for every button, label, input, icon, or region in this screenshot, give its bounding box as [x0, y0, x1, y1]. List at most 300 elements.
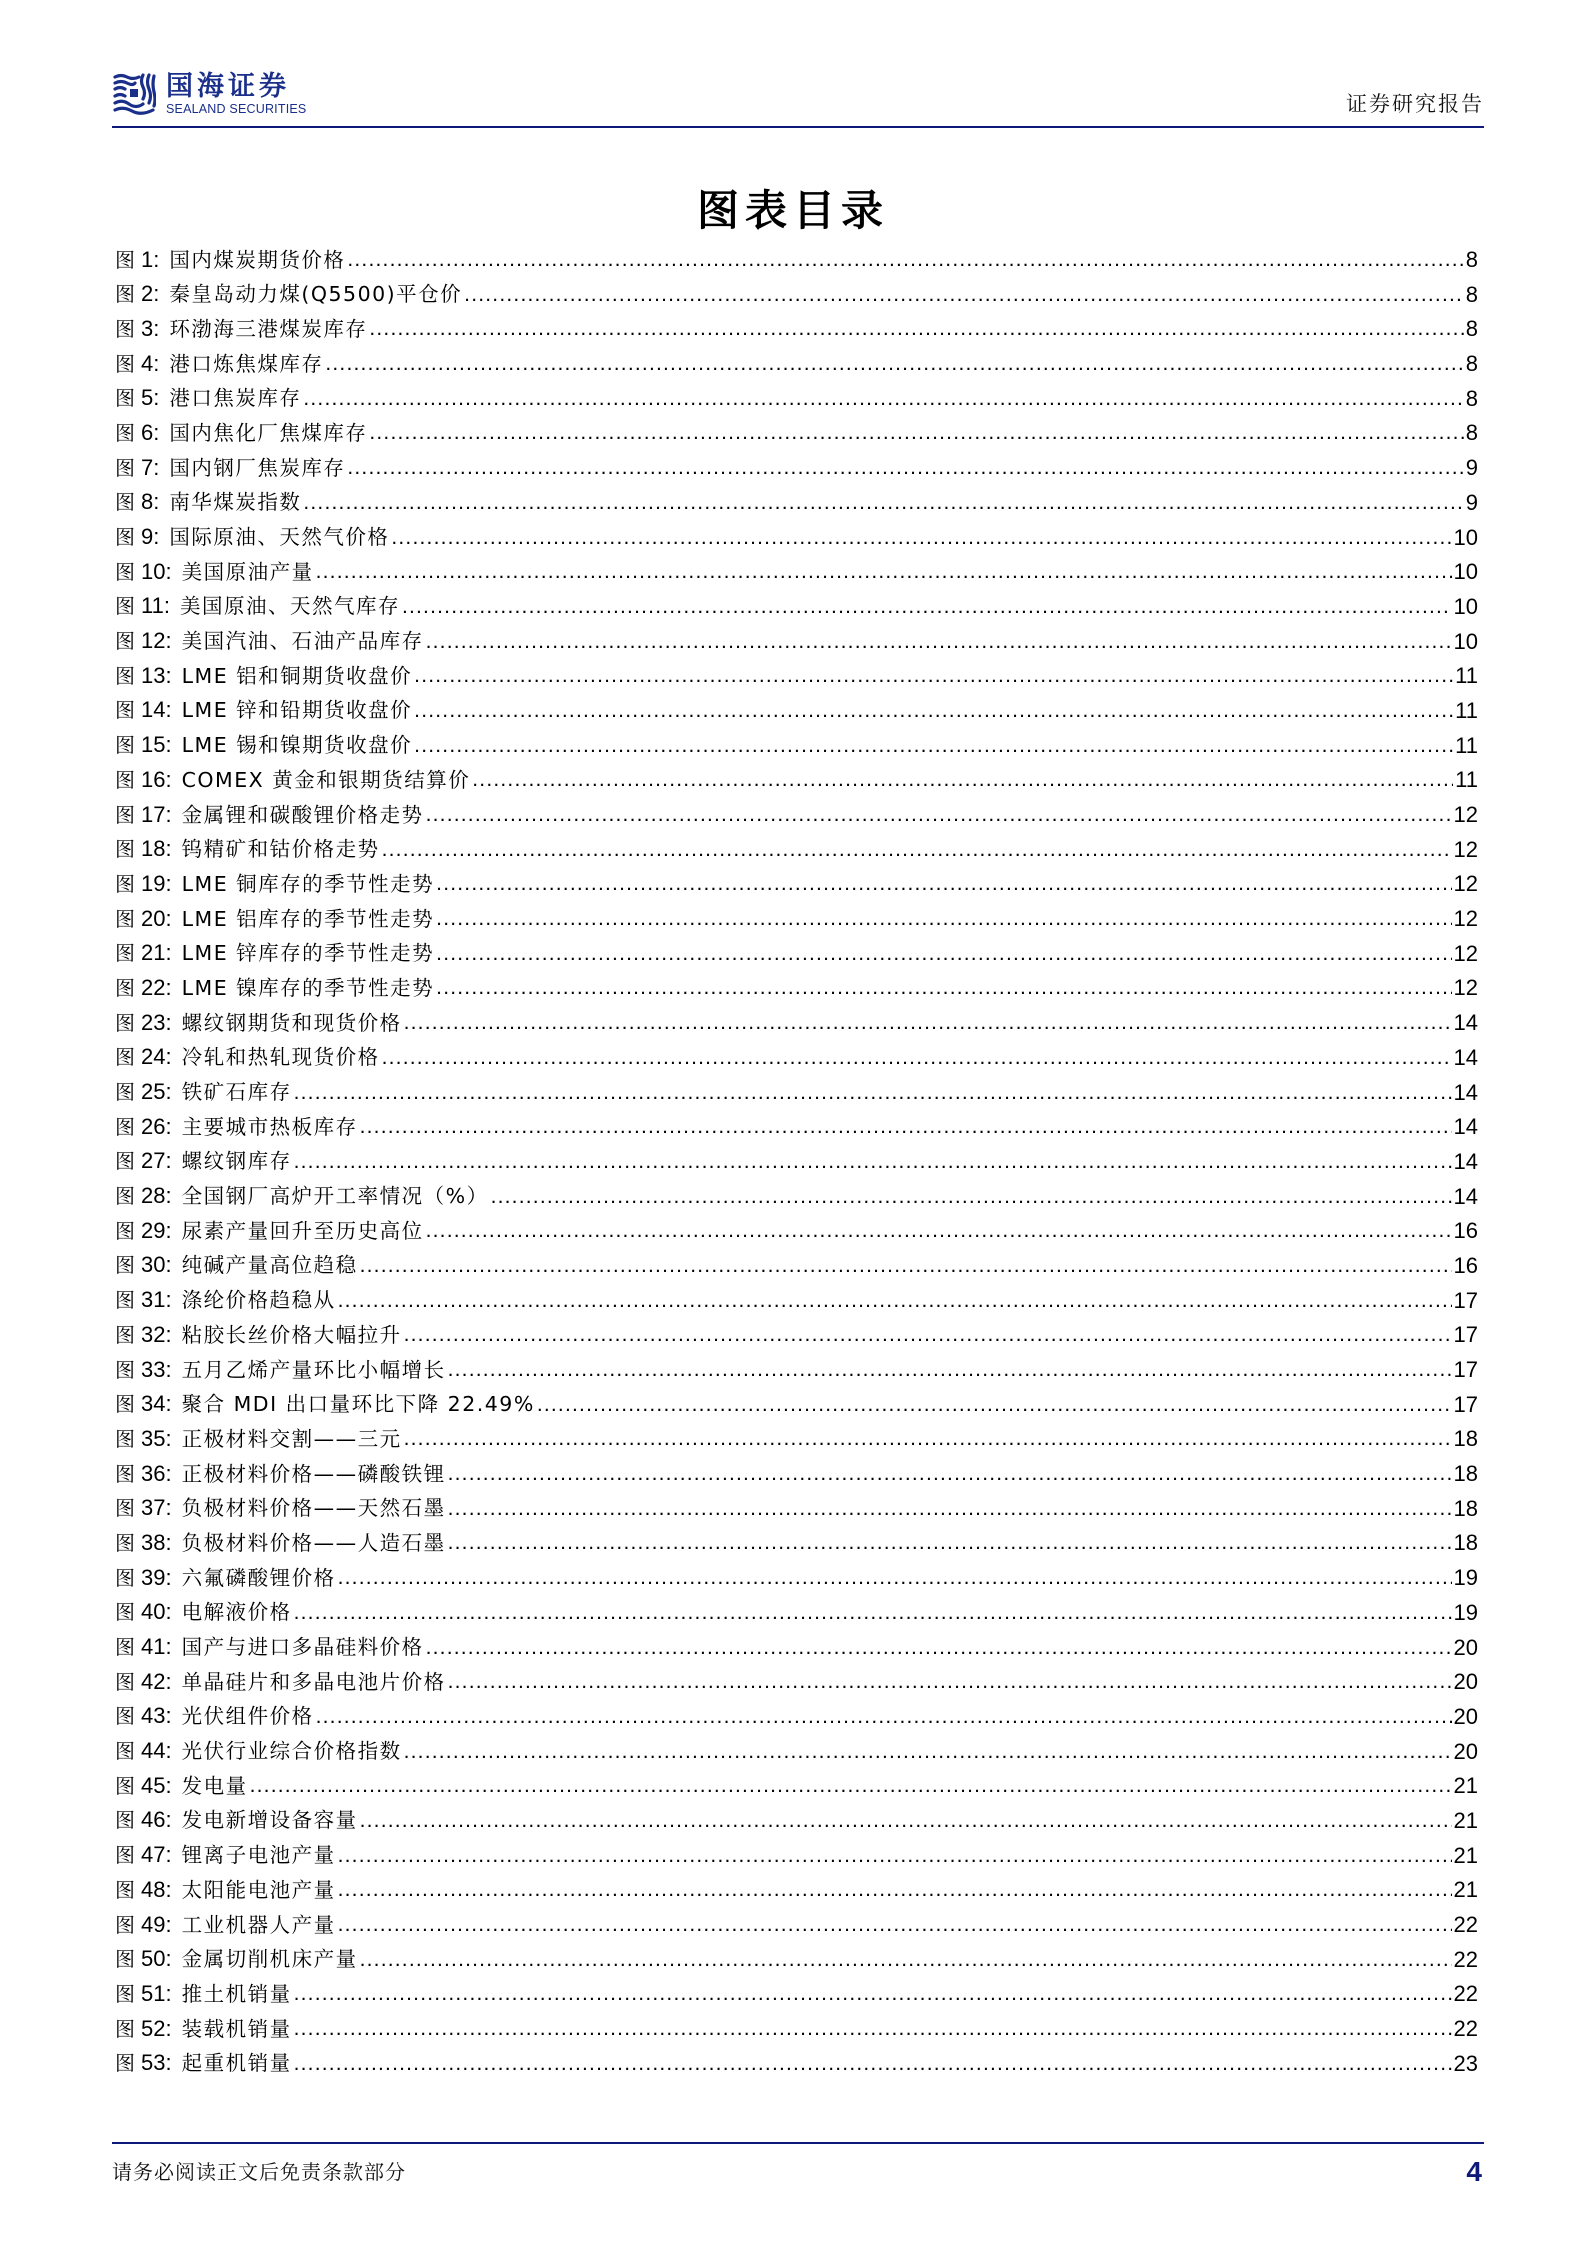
figure-prefix: 图: [115, 802, 135, 827]
disclaimer-note: 请务必阅读正文后免责条款部分: [112, 2160, 406, 2184]
dot-leader: [294, 1977, 1452, 2012]
figure-number: 24:: [141, 1044, 172, 1070]
toc-entry-label[interactable]: [115, 1665, 446, 1700]
page-title: 图表目录: [696, 186, 889, 235]
toc-entry[interactable]: [115, 2047, 1478, 2082]
toc-entry-label[interactable]: [115, 1076, 292, 1111]
toc-entry-label[interactable]: [115, 590, 400, 625]
figure-prefix: 图: [115, 837, 135, 862]
dot-leader: [448, 1457, 1452, 1492]
figure-number: 20:: [141, 905, 172, 931]
figure-prefix: 图: [115, 1461, 135, 1486]
figure-number: 31:: [141, 1287, 172, 1313]
figure-title: 五月乙烯产量环比小幅增长: [181, 1357, 446, 1382]
figure-number: 6:: [141, 419, 160, 445]
dot-leader: [426, 1214, 1452, 1249]
dot-leader: [537, 1388, 1452, 1423]
page-reference[interactable]: 11: [1455, 697, 1478, 723]
toc-entry[interactable]: [115, 1700, 1478, 1735]
page-reference[interactable]: 21: [1453, 1773, 1478, 1799]
figure-number: 47:: [141, 1842, 172, 1868]
page-reference[interactable]: 19: [1453, 1565, 1478, 1591]
toc-entry[interactable]: [115, 382, 1478, 417]
dot-leader: [347, 243, 1463, 278]
dot-leader: [360, 1249, 1452, 1284]
toc-entry-label[interactable]: [115, 382, 301, 417]
toc-entry[interactable]: [115, 1041, 1478, 1076]
toc-entry-label[interactable]: [115, 1943, 358, 1978]
figure-title: 铁矿石库存: [181, 1080, 292, 1104]
toc-entry-label[interactable]: [115, 2047, 292, 2082]
dot-leader: [294, 1596, 1452, 1631]
page-reference[interactable]: 22: [1453, 1912, 1478, 1937]
toc-entry[interactable]: [115, 1214, 1478, 1249]
figure-title: 工业机器人产量: [181, 1912, 336, 1937]
toc-entry-label[interactable]: [115, 1977, 292, 2012]
toc-entry-label[interactable]: [115, 1110, 358, 1145]
figure-number: 34:: [141, 1391, 172, 1417]
toc-entry[interactable]: [115, 937, 1478, 972]
page-reference[interactable]: 17: [1453, 1391, 1478, 1417]
figure-title: 负极材料价格——人造石墨: [181, 1530, 446, 1555]
toc-entry-label[interactable]: [115, 1596, 292, 1631]
figure-prefix: 图: [115, 1426, 135, 1451]
figure-title: 美国原油产量: [181, 559, 314, 584]
figure-prefix: 图: [115, 1981, 135, 2006]
figure-prefix: 图: [115, 906, 135, 931]
toc-entry-label[interactable]: [115, 1284, 336, 1319]
figure-title: 冷轧和热轧现货价格: [181, 1045, 380, 1070]
logo-chinese-name: 国海证券: [166, 71, 290, 102]
page-reference[interactable]: 17: [1453, 1357, 1478, 1382]
toc-entry-label[interactable]: [115, 659, 412, 694]
page-number: 4: [1466, 2156, 1482, 2187]
toc-entry-label[interactable]: [115, 555, 314, 590]
page-reference[interactable]: 22: [1453, 1946, 1478, 1972]
dot-leader: [448, 1526, 1452, 1561]
dot-leader: [414, 659, 1453, 694]
figure-number: 48:: [141, 1876, 172, 1902]
toc-entry[interactable]: [115, 1665, 1478, 1700]
page-reference[interactable]: 23: [1453, 2050, 1478, 2076]
figure-title: LME 锌和铅期货收盘价: [181, 698, 413, 723]
page-reference[interactable]: 11: [1455, 732, 1478, 758]
toc-entry[interactable]: [115, 1769, 1478, 1804]
figure-prefix: 图: [115, 1808, 135, 1833]
toc-entry-label[interactable]: [115, 1561, 336, 1596]
toc-entry-label[interactable]: [115, 798, 424, 833]
figure-title: 环渤海三港煤炭库存: [169, 316, 368, 341]
figure-prefix: 图: [115, 941, 135, 966]
figure-prefix: 图: [115, 1635, 135, 1659]
toc-entry[interactable]: [115, 1526, 1478, 1561]
page-reference[interactable]: 14: [1453, 1044, 1478, 1070]
figure-title: LME 锡和镍期货收盘价: [181, 733, 413, 758]
toc-entry[interactable]: [115, 1596, 1478, 1631]
figure-prefix: 图: [115, 1357, 135, 1382]
figure-number: 13:: [141, 662, 172, 688]
page-reference[interactable]: 11: [1455, 767, 1478, 793]
page-reference[interactable]: 8: [1465, 385, 1478, 411]
figure-title: 金属锂和碳酸锂价格走势: [181, 802, 424, 827]
toc-entry-label[interactable]: [115, 729, 412, 764]
figure-number: 11:: [141, 593, 170, 619]
figure-prefix: 图: [115, 698, 135, 723]
logo-english-name: SEALAND SECURITIES: [166, 102, 307, 116]
page-reference[interactable]: 20: [1453, 1703, 1478, 1729]
figure-title: 聚合 MDI 出口量环比下降 22.49%: [181, 1392, 535, 1417]
toc-entry[interactable]: [115, 521, 1478, 556]
figure-prefix: 图: [115, 247, 135, 272]
toc-entry[interactable]: [115, 625, 1478, 660]
toc-entry-label[interactable]: [115, 1735, 402, 1770]
figure-title: 国际原油、天然气价格: [169, 525, 390, 549]
figure-title: 纯碱产量高位趋稳: [181, 1253, 358, 1278]
page-reference[interactable]: 19: [1453, 1599, 1478, 1625]
figure-prefix: 图: [115, 1045, 135, 1070]
toc-entry[interactable]: [115, 659, 1478, 694]
toc-entry[interactable]: [115, 1839, 1478, 1874]
toc-entry[interactable]: [115, 1631, 1478, 1666]
figure-prefix: 图: [115, 282, 135, 307]
dot-leader: [382, 1041, 1452, 1076]
figure-number: 4:: [141, 350, 160, 376]
toc-entry[interactable]: [115, 555, 1478, 590]
figure-prefix: 图: [115, 455, 135, 480]
toc-entry-label[interactable]: [115, 312, 367, 347]
page-reference[interactable]: 9: [1465, 489, 1478, 515]
figure-number: 8:: [141, 489, 160, 515]
toc-entry[interactable]: [115, 1249, 1478, 1284]
figure-number: 52:: [141, 2015, 172, 2041]
figure-title: 螺纹钢库存: [181, 1149, 292, 1174]
figure-title: 正极材料交割——三元: [181, 1426, 402, 1451]
page-reference[interactable]: 8: [1465, 247, 1478, 272]
toc-entry-label[interactable]: [115, 1214, 424, 1249]
dot-leader: [426, 798, 1452, 833]
toc-entry[interactable]: [115, 312, 1478, 347]
toc-entry[interactable]: [115, 1977, 1478, 2012]
page-reference[interactable]: 14: [1453, 1148, 1478, 1174]
toc-entry[interactable]: [115, 1561, 1478, 1596]
page-reference[interactable]: 20: [1453, 1738, 1478, 1764]
figure-number: 5:: [141, 385, 160, 411]
toc-entry[interactable]: [115, 1284, 1478, 1319]
dot-leader: [250, 1769, 1452, 1804]
figure-title: 尿素产量回升至历史高位: [181, 1218, 424, 1243]
dot-leader: [448, 1665, 1452, 1700]
figure-number: 16:: [141, 766, 172, 792]
toc-entry-label[interactable]: [115, 1249, 358, 1284]
footer-divider: [112, 2142, 1484, 2144]
dot-leader: [404, 1318, 1452, 1353]
page-reference[interactable]: 14: [1453, 1183, 1478, 1209]
page-reference[interactable]: 18: [1453, 1495, 1478, 1521]
figure-number: 25:: [141, 1079, 172, 1104]
dot-leader: [347, 451, 1463, 486]
toc-entry[interactable]: [115, 1492, 1478, 1527]
figure-prefix: 图: [115, 1392, 135, 1417]
page-reference[interactable]: 14: [1453, 1079, 1478, 1105]
dot-leader: [338, 1908, 1452, 1943]
toc-entry-label[interactable]: [115, 416, 367, 451]
toc-entry-label[interactable]: [115, 486, 301, 521]
page-reference[interactable]: 10: [1453, 559, 1478, 585]
toc-entry[interactable]: [115, 1735, 1478, 1770]
page-reference[interactable]: 11: [1455, 663, 1478, 689]
figure-number: 39:: [141, 1564, 172, 1590]
toc-entry[interactable]: [115, 971, 1478, 1006]
toc-entry[interactable]: [115, 798, 1478, 833]
page-reference[interactable]: 21: [1453, 1842, 1478, 1868]
figure-title: 正极材料价格——磷酸铁锂: [181, 1461, 446, 1486]
toc-entry-label[interactable]: [115, 1804, 358, 1839]
toc-entry[interactable]: [115, 1873, 1478, 1908]
figure-title: 螺纹钢期货和现货价格: [181, 1010, 402, 1035]
toc-entry-label[interactable]: [115, 1839, 336, 1874]
dot-leader: [436, 971, 1451, 1006]
dot-leader: [426, 625, 1452, 660]
toc-entry-label[interactable]: [115, 521, 389, 556]
toc-entry-label[interactable]: [115, 1873, 336, 1908]
toc-entry-label[interactable]: [115, 1388, 535, 1423]
figure-number: 43:: [141, 1703, 172, 1729]
dot-leader: [303, 382, 1463, 417]
page-reference[interactable]: 17: [1453, 1322, 1478, 1348]
toc-entry-label[interactable]: [115, 937, 434, 972]
page-reference[interactable]: 8: [1465, 281, 1478, 307]
dot-leader: [303, 486, 1463, 521]
toc-entry[interactable]: [115, 1006, 1478, 1041]
figure-prefix: 图: [115, 1704, 135, 1729]
figure-number: 17:: [141, 801, 172, 827]
page-reference[interactable]: 10: [1453, 593, 1478, 619]
toc-entry[interactable]: [115, 729, 1478, 764]
toc-entry[interactable]: [115, 278, 1478, 313]
page-reference[interactable]: 8: [1465, 420, 1478, 446]
figure-prefix: 图: [115, 975, 135, 1000]
page-reference[interactable]: 12: [1453, 975, 1478, 1001]
toc-entry-label[interactable]: [115, 867, 434, 902]
page-reference[interactable]: 8: [1465, 351, 1478, 377]
figure-prefix: 图: [115, 1253, 135, 1278]
page-reference[interactable]: 8: [1465, 316, 1478, 342]
toc-entry-label[interactable]: [115, 1180, 489, 1215]
page-reference[interactable]: 18: [1453, 1426, 1478, 1452]
toc-entry[interactable]: [115, 1422, 1478, 1457]
figure-prefix: 图: [115, 559, 135, 584]
figure-number: 37:: [141, 1495, 172, 1521]
figure-number: 28:: [141, 1183, 172, 1209]
figure-number: 19:: [141, 870, 172, 896]
page-reference[interactable]: 21: [1453, 1807, 1478, 1833]
toc-entry[interactable]: [115, 1180, 1478, 1215]
page-reference[interactable]: 21: [1453, 1877, 1478, 1903]
figure-number: 53:: [141, 2050, 172, 2076]
page-reference[interactable]: 12: [1453, 836, 1478, 862]
dot-leader: [491, 1180, 1452, 1215]
toc-entry-label[interactable]: [115, 763, 470, 798]
toc-entry-label[interactable]: [115, 1318, 402, 1353]
toc-entry[interactable]: [115, 1388, 1478, 1423]
toc-entry[interactable]: [115, 1145, 1478, 1180]
figure-number: 40:: [141, 1599, 172, 1625]
figure-title: 电解液价格: [181, 1600, 292, 1625]
toc-entry-label[interactable]: [115, 1457, 446, 1492]
page-reference[interactable]: 12: [1453, 802, 1478, 827]
page-reference[interactable]: 14: [1453, 1010, 1478, 1036]
toc-entry-label[interactable]: [115, 451, 345, 486]
figure-title: 太阳能电池产量: [181, 1877, 336, 1902]
figure-number: 22:: [141, 974, 172, 1000]
page-reference[interactable]: 22: [1453, 1981, 1478, 2007]
toc-entry-label[interactable]: [115, 1631, 424, 1666]
toc-entry[interactable]: [115, 486, 1478, 521]
toc-entry-label[interactable]: [115, 1041, 380, 1076]
dot-leader: [338, 1873, 1452, 1908]
toc-entry-label[interactable]: [115, 694, 412, 729]
dot-leader: [382, 833, 1452, 868]
figure-prefix: 图: [115, 1010, 135, 1035]
page-reference[interactable]: 18: [1453, 1530, 1478, 1556]
page-reference[interactable]: 12: [1453, 871, 1478, 897]
figure-number: 23:: [141, 1009, 172, 1035]
toc-entry[interactable]: [115, 1076, 1478, 1111]
figure-prefix: 图: [115, 1600, 135, 1625]
toc-entry[interactable]: [115, 902, 1478, 937]
dot-leader: [294, 2047, 1452, 2082]
toc-entry-label[interactable]: [115, 1492, 446, 1527]
toc-entry[interactable]: [115, 1908, 1478, 1943]
page-reference[interactable]: 10: [1453, 524, 1478, 550]
dot-leader: [448, 1492, 1452, 1527]
toc-entry[interactable]: [115, 867, 1478, 902]
toc-entry[interactable]: [115, 243, 1478, 278]
toc-entry[interactable]: [115, 1457, 1478, 1492]
toc-entry-label[interactable]: [115, 902, 434, 937]
figure-number: 2:: [141, 281, 160, 307]
toc-entry[interactable]: [115, 833, 1478, 868]
page-reference[interactable]: 14: [1453, 1114, 1478, 1140]
toc-entry[interactable]: [115, 1353, 1478, 1388]
company-logo: [112, 72, 306, 116]
figure-prefix: 图: [115, 1288, 135, 1313]
toc-entry[interactable]: [115, 590, 1478, 625]
figure-prefix: 图: [115, 420, 135, 445]
figure-title: 推土机销量: [181, 1981, 292, 2006]
toc-entry[interactable]: [115, 416, 1478, 451]
toc-entry-label[interactable]: [115, 1908, 336, 1943]
toc-entry[interactable]: [115, 1318, 1478, 1353]
toc-entry[interactable]: [115, 451, 1478, 486]
page-reference[interactable]: 22: [1453, 2016, 1478, 2042]
figure-title: 光伏组件价格: [181, 1704, 314, 1729]
page-reference[interactable]: 10: [1453, 628, 1478, 654]
toc-entry[interactable]: [115, 694, 1478, 729]
toc-entry[interactable]: [115, 2012, 1478, 2047]
figure-prefix: 图: [115, 1530, 135, 1555]
page-reference[interactable]: 9: [1465, 455, 1478, 481]
figure-prefix: 图: [115, 629, 135, 654]
figure-title: 秦皇岛动力煤(Q5500)平仓价: [169, 282, 463, 307]
figure-prefix: 图: [115, 525, 135, 549]
toc-entry-label[interactable]: [115, 1422, 402, 1457]
figure-number: 44:: [141, 1738, 172, 1764]
figure-number: 51:: [141, 1980, 172, 2006]
dot-leader: [404, 1735, 1452, 1770]
toc-entry-label[interactable]: [115, 971, 434, 1006]
toc-entry-label[interactable]: [115, 278, 462, 313]
report-type-label: 证券研究报告: [1346, 92, 1484, 116]
toc-entry[interactable]: [115, 1804, 1478, 1839]
toc-entry[interactable]: [115, 347, 1478, 382]
toc-entry-label[interactable]: [115, 347, 323, 382]
figure-number: 21:: [141, 940, 172, 966]
toc-entry[interactable]: [115, 1943, 1478, 1978]
figure-title: 国内钢厂焦炭库存: [169, 455, 346, 480]
page-reference[interactable]: 16: [1453, 1252, 1478, 1278]
page-reference[interactable]: 17: [1453, 1287, 1478, 1313]
toc-entry-label[interactable]: [115, 833, 380, 868]
dot-leader: [404, 1006, 1452, 1041]
figure-number: 42:: [141, 1668, 172, 1694]
toc-entry-label[interactable]: [115, 1526, 446, 1561]
page-reference[interactable]: 20: [1453, 1669, 1478, 1695]
dot-leader: [316, 1700, 1452, 1735]
toc-entry-label[interactable]: [115, 2012, 292, 2047]
toc-entry-label[interactable]: [115, 1769, 248, 1804]
page-reference[interactable]: 12: [1453, 940, 1478, 966]
toc-entry-label[interactable]: [115, 1006, 402, 1041]
dot-leader: [294, 1076, 1452, 1111]
dot-leader: [360, 1804, 1452, 1839]
toc-entry-label[interactable]: [115, 1700, 314, 1735]
figure-title: 钨精矿和钴价格走势: [181, 837, 380, 862]
page-reference[interactable]: 20: [1453, 1634, 1478, 1660]
toc-entry-label[interactable]: [115, 1145, 292, 1180]
figure-prefix: 图: [115, 1496, 135, 1521]
figure-prefix: 图: [115, 386, 135, 411]
figure-prefix: 图: [115, 1843, 135, 1868]
figure-number: 12:: [141, 628, 172, 654]
toc-entry[interactable]: [115, 1110, 1478, 1145]
figure-prefix: 图: [115, 316, 135, 341]
page-reference[interactable]: 12: [1453, 906, 1478, 932]
figure-title: 单晶硅片和多晶电池片价格: [181, 1669, 446, 1694]
dot-leader: [404, 1422, 1452, 1457]
toc-entry[interactable]: [115, 763, 1478, 798]
toc-entry-label[interactable]: [115, 243, 345, 278]
figure-title: 全国钢厂高炉开工率情况（%）: [181, 1184, 489, 1209]
dot-leader: [369, 416, 1463, 451]
toc-entry-label[interactable]: [115, 1353, 446, 1388]
figure-title: 国内焦化厂焦煤库存: [169, 420, 368, 445]
page-reference[interactable]: 18: [1453, 1461, 1478, 1487]
figure-number: 29:: [141, 1217, 172, 1243]
figure-title: 负极材料价格——天然石墨: [181, 1496, 446, 1521]
toc-entry-label[interactable]: [115, 625, 424, 660]
figure-title: LME 铝库存的季节性走势: [181, 906, 435, 931]
figure-number: 14:: [141, 697, 172, 723]
figure-prefix: 图: [115, 1322, 135, 1347]
figure-prefix: 图: [115, 2016, 135, 2041]
figure-number: 9:: [141, 524, 160, 549]
page-reference[interactable]: 16: [1453, 1218, 1478, 1244]
dot-leader: [426, 1631, 1452, 1666]
dot-leader: [369, 312, 1463, 347]
figure-number: 10:: [141, 558, 172, 584]
figure-number: 30:: [141, 1252, 172, 1278]
